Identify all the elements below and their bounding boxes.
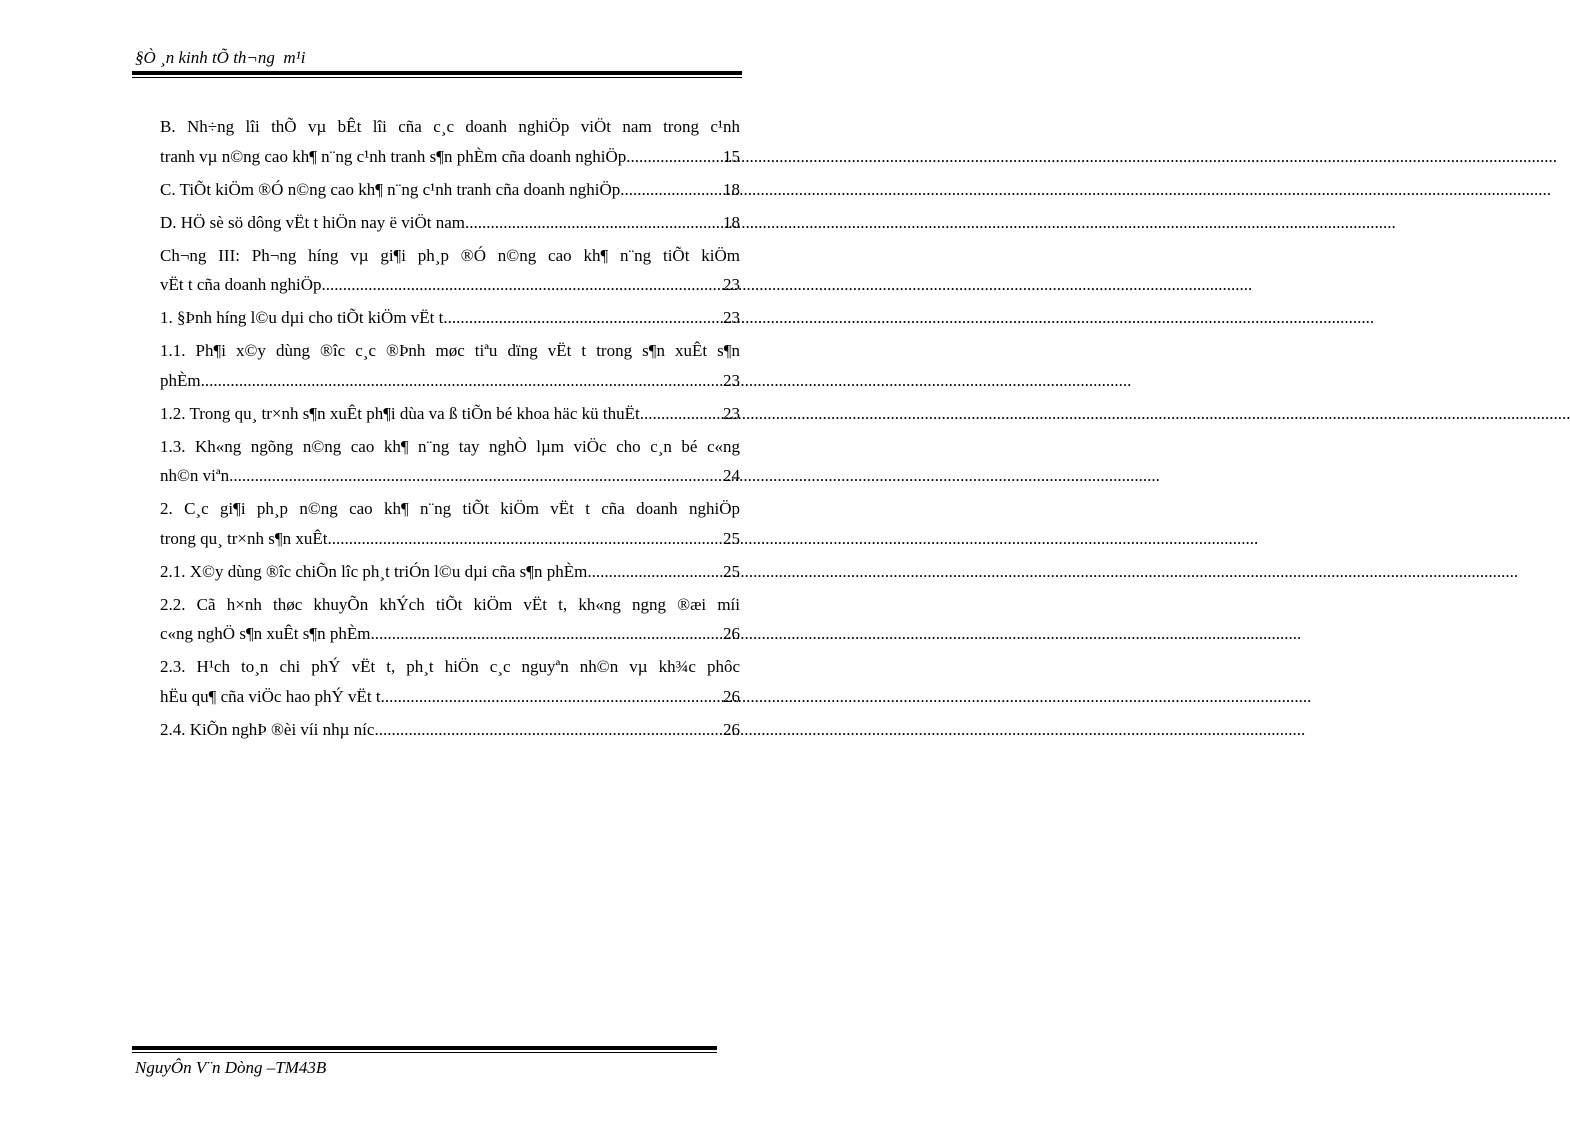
toc-leader-dots	[370, 619, 722, 649]
toc-page-number: 24	[723, 466, 740, 485]
toc-entry-text: c«ng nghÖ s¶n xuÊt s¶n phÈm	[160, 624, 371, 643]
toc-page-number: 26	[723, 686, 740, 706]
toc-entry-chapter-3	[160, 241, 740, 300]
toc-entry-b	[160, 112, 740, 171]
toc-entry-text: 2. C¸c gi¶i ph¸p n©ng cao kh¶ n¨ng tiÕt kiÖm vËt t cña doanh nghiÖp	[160, 499, 740, 518]
footer-rule-thick	[132, 1046, 717, 1050]
toc-leader-dots	[229, 461, 722, 491]
toc-entry-text: hËu qu¶ cña viÖc hao phÝ vËt t	[160, 686, 381, 706]
page-header-title: §Ò ¸n kinh tÕ th¬ng m¹i	[135, 48, 306, 67]
toc-entry-text: 1. §Þnh híng l©u dµi cho tiÕt kiÖm vËt t	[160, 308, 444, 327]
toc-leader-dots	[587, 557, 722, 587]
toc-page-number: 15	[723, 146, 740, 166]
toc-entry-2-3	[160, 652, 740, 711]
toc-entry-text: vËt t cña doanh nghiÖp	[160, 275, 322, 294]
toc-entry-1-2	[160, 399, 740, 429]
toc-entry-2-2	[160, 590, 740, 649]
toc-entry-1-3	[160, 432, 740, 491]
toc-entry-2-4	[160, 715, 740, 745]
toc-entry-text: tranh vµ n©ng cao kh¶ n¨ng c¹nh tranh s¶n phÈm cña doanh nghiÖp	[160, 146, 627, 166]
toc-entry-text: 1.2. Trong qu¸ tr×nh s¶n xuÊt ph¶i dùa va ß tiÕn bé khoa häc kü thuËt	[160, 403, 640, 423]
toc-page-number: 26	[723, 719, 740, 739]
toc-entry-text: trong qu¸ tr×nh s¶n xuÊt	[160, 528, 328, 548]
toc-entry-text: 1.1. Ph¶i x©y dùng ®îc c¸c ®Þnh møc tiªu dïng vËt t trong s¶n xuÊt s¶n	[160, 341, 740, 360]
header-rule-thick	[132, 71, 742, 75]
toc-page-number: 23	[723, 275, 740, 294]
toc-entry-text: 2.1. X©y dùng ®îc chiÕn lîc ph¸t triÓn l©u dµi cña s¶n phÈm	[160, 561, 588, 581]
toc-entry-text: B. Nh÷ng lîi thÕ vµ bÊt lîi cña c¸c doanh nghiÖp viÖt nam trong c¹nh	[160, 117, 740, 136]
footer-rule-thin	[132, 1052, 717, 1053]
toc-page-number: 18	[723, 212, 740, 232]
toc-entry-2	[160, 494, 740, 553]
toc-leader-dots	[381, 682, 722, 712]
toc-entry-text: 2.4. KiÕn nghÞ ®èi víi nhµ níc	[160, 719, 375, 739]
toc-entry-text: D. HÖ sè sö dông vËt t hiÖn nay ë viÖt nam	[160, 212, 466, 232]
toc-entry-text: 2.2. Cã h×nh thøc khuyÕn khÝch tiÕt kiÖm vËt t, kh«ng ngng ®æi míi	[160, 594, 740, 614]
toc-leader-dots	[327, 524, 722, 554]
table-of-contents	[160, 112, 740, 748]
toc-page-number: 23	[723, 403, 740, 423]
toc-entry-text: Ch¬ng III: Ph¬ng híng vµ gi¶i ph¸p ®Ó n©ng cao kh¶ n¨ng tiÕt kiÖm	[160, 245, 740, 265]
toc-entry-1	[160, 303, 740, 333]
toc-entry-d	[160, 208, 740, 238]
toc-leader-dots	[465, 208, 722, 238]
toc-page-number: 25	[723, 561, 740, 581]
toc-leader-dots	[321, 270, 722, 300]
toc-entry-text: C. TiÕt kiÖm ®Ó n©ng cao kh¶ n¨ng c¹nh tranh cña doanh nghiÖp	[160, 179, 621, 199]
toc-entry-1-1	[160, 336, 740, 395]
toc-entry-text: nh©n viªn	[160, 466, 230, 485]
page-footer-author: NguyÔn V¨n Dòng –TM43B	[135, 1058, 327, 1077]
toc-entry-text: 2.3. H¹ch to¸n chi phÝ vËt t, ph¸t hiÖn c¸c nguyªn nh©n vµ kh¾c phôc	[160, 657, 740, 676]
toc-leader-dots	[443, 303, 722, 333]
toc-page-number: 26	[723, 624, 740, 643]
toc-page-number: 18	[723, 179, 740, 199]
toc-entry-2-1	[160, 557, 740, 587]
toc-page-number: 23	[723, 370, 740, 390]
toc-entry-text: 1.3. Kh«ng ngõng n©ng cao kh¶ n¨ng tay nghÒ lµm viÖc cho c¸n bé c«ng	[160, 436, 740, 456]
toc-entry-c	[160, 175, 740, 205]
toc-leader-dots	[201, 366, 722, 396]
toc-page-number: 23	[723, 308, 740, 327]
toc-entry-text: phÈm	[160, 370, 201, 390]
toc-leader-dots	[374, 715, 722, 745]
toc-leader-dots	[620, 175, 722, 205]
toc-page-number: 25	[723, 528, 740, 548]
toc-leader-dots	[626, 142, 722, 172]
toc-leader-dots	[640, 399, 722, 429]
header-rule-thin	[132, 77, 742, 78]
